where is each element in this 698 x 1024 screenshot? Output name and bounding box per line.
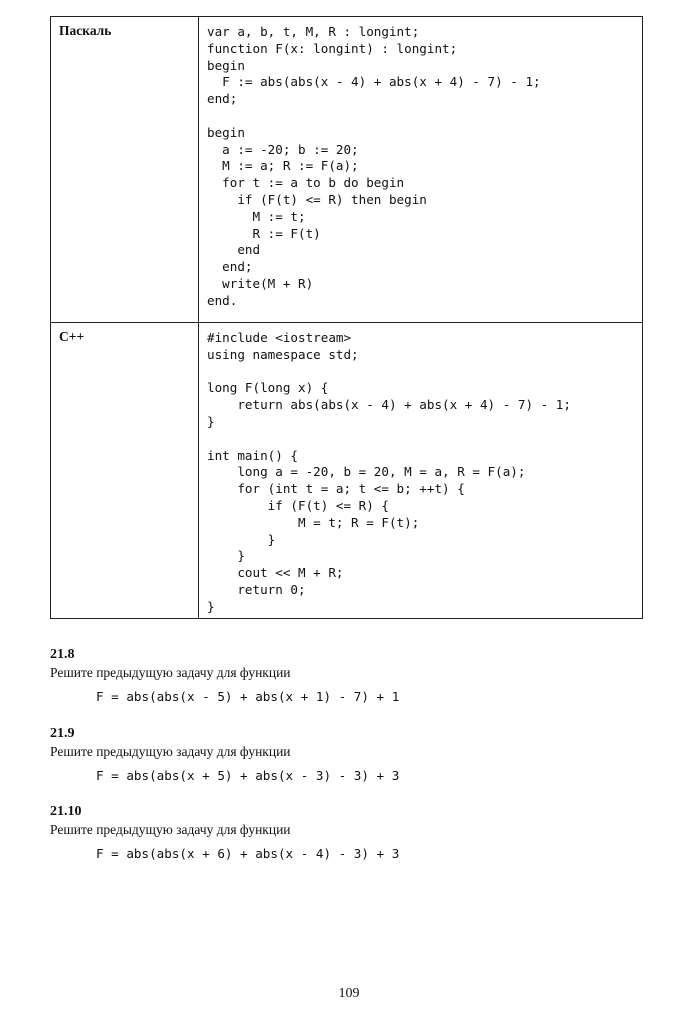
task-number: 21.9 xyxy=(50,726,75,741)
task-number: 21.8 xyxy=(50,647,75,662)
cpp-lang-cell xyxy=(51,323,199,619)
pascal-code: var a, b, t, M, R : longint; function F(x: longint) : longint; begin F := abs(abs(x - 4) + abs(x + 4) - 7) - 1; end; begin a := -20; b := 20; M := a; R := F(a); for t := a to b do begin if (F(t) <= R) then begin M := t; R := F(t) end end; write(M + R) end. xyxy=(207,24,541,308)
cpp-code-cell xyxy=(199,323,643,619)
task-formula: F = abs(abs(x + 6) + abs(x - 4) - 3) + 3 xyxy=(96,846,400,861)
cpp-code: #include <iostream> using namespace std; long F(long x) { return abs(abs(x - 4) + abs(x + 4) - 7) - 1; } int main() { long a = -20, b = 20, M = a, R = F(a); for (int t = a; t <= b; ++t) { if (F(t) <= R) { M = t; R = F(t); } } cout << M + R; return 0; } xyxy=(207,330,571,614)
task-number: 21.10 xyxy=(50,804,82,819)
task-text: Решите предыдущую задачу для функции xyxy=(50,744,291,759)
task-21-10 xyxy=(50,803,399,863)
task-21-9 xyxy=(50,725,399,785)
code-table xyxy=(50,16,643,619)
task-formula: F = abs(abs(x + 5) + abs(x - 3) - 3) + 3 xyxy=(96,768,400,783)
pascal-lang-cell xyxy=(51,17,199,323)
task-formula: F = abs(abs(x - 5) + abs(x + 1) - 7) + 1 xyxy=(96,689,400,704)
task-21-8 xyxy=(50,646,399,706)
cpp-row xyxy=(51,323,643,619)
pascal-code-cell xyxy=(199,17,643,323)
page-number: 109 xyxy=(338,986,360,1001)
cpp-label: C++ xyxy=(59,329,85,344)
task-text: Решите предыдущую задачу для функции xyxy=(50,822,291,837)
pascal-row xyxy=(51,17,643,323)
pascal-label: Паскаль xyxy=(59,23,112,38)
task-text: Решите предыдущую задачу для функции xyxy=(50,665,291,680)
